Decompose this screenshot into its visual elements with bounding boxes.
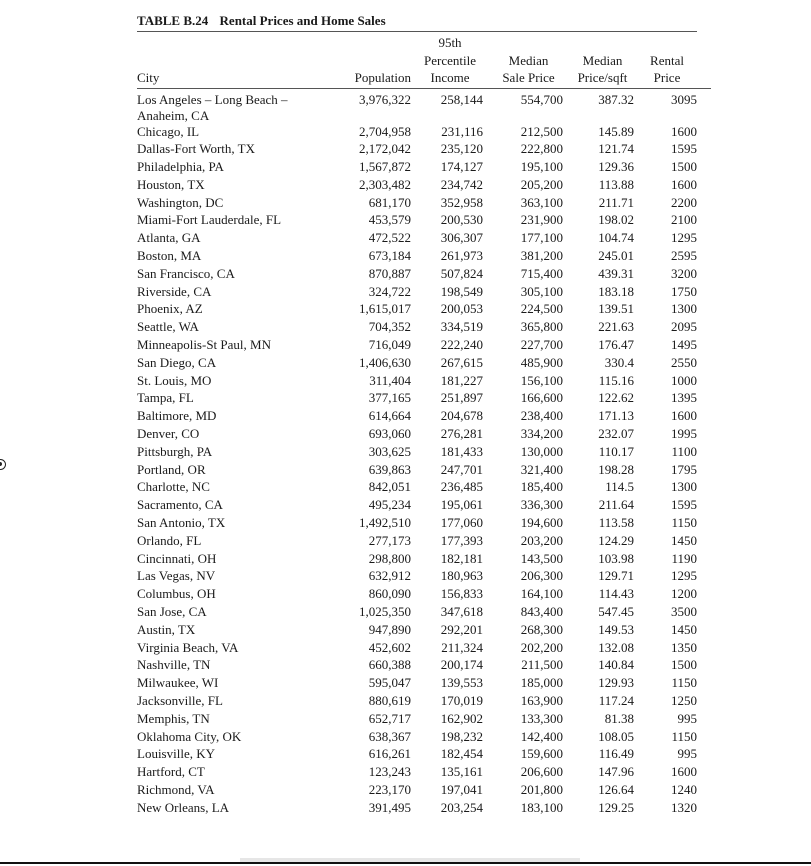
table-title: Rental Prices and Home Sales: [219, 13, 386, 28]
cell-sale-price: 159,600: [520, 746, 563, 762]
cell-income: 222,240: [440, 337, 483, 353]
cell-population: 652,717: [368, 710, 411, 726]
cell-income: 200,174: [440, 657, 483, 673]
cell-city: Riverside, CA: [137, 283, 212, 299]
cell-city: Nashville, TN: [137, 657, 211, 673]
cell-price-sqft: 126.64: [598, 781, 634, 797]
cell-city: Cincinnati, OH: [137, 550, 217, 566]
header-row: [137, 32, 711, 88]
cell-city: Las Vegas, NV: [137, 568, 216, 584]
cell-price-sqft: 108.05: [598, 728, 634, 744]
cell-income: 235,120: [440, 141, 483, 157]
cell-city: Portland, OR: [137, 461, 206, 477]
cell-rental-price: 1000: [671, 372, 697, 388]
table-row: [137, 124, 711, 142]
cell-income: 251,897: [440, 390, 483, 406]
cell-sale-price: 211,500: [521, 657, 563, 673]
rental-prices-table: [137, 32, 711, 818]
cell-price-sqft: 211.64: [598, 497, 634, 513]
cell-rental-price: 1750: [671, 283, 697, 299]
cell-income: 182,181: [440, 550, 483, 566]
cell-rental-price: 1190: [671, 550, 697, 566]
cell-price-sqft: 129.25: [598, 799, 634, 815]
cell-sale-price: 185,000: [520, 675, 563, 691]
cell-price-sqft: 104.74: [598, 230, 634, 246]
table-row: [137, 159, 711, 177]
cell-rental-price: 2095: [671, 319, 697, 335]
header-income: 95th Percentile Income: [411, 32, 489, 88]
cell-city: St. Louis, MO: [137, 372, 212, 388]
cell-sale-price: 231,900: [520, 212, 563, 228]
cell-income: 334,519: [440, 319, 483, 335]
table-row: [137, 408, 711, 426]
cell-sale-price: 843,400: [520, 604, 563, 620]
table-row: [137, 711, 711, 729]
cell-city: Denver, CO: [137, 426, 200, 442]
table-container: [137, 12, 697, 818]
cell-rental-price: 3095: [671, 91, 697, 107]
cell-price-sqft: 330.4: [604, 354, 634, 370]
cell-city: Tampa, FL: [137, 390, 194, 406]
cell-rental-price: 1250: [671, 693, 697, 708]
cell-income: 135,161: [440, 764, 483, 780]
cell-population: 660,388: [368, 657, 411, 673]
table-row: [137, 355, 711, 373]
cell-income: 195,061: [440, 497, 483, 513]
cell-city: Boston, MA: [137, 248, 202, 264]
cell-population: 639,863: [368, 461, 411, 477]
cell-price-sqft: 110.17: [598, 443, 634, 459]
cell-income: 200,530: [440, 212, 483, 228]
table-label: TABLE B.24: [137, 13, 209, 28]
cell-sale-price: 163,900: [520, 693, 563, 708]
table-row: [137, 764, 711, 782]
cell-sale-price: 321,400: [520, 461, 563, 477]
cell-city: Charlotte, NC: [137, 479, 210, 495]
cell-rental-price: 995: [677, 746, 697, 762]
cell-city: Pittsburgh, PA: [137, 443, 213, 459]
cell-income: 198,549: [440, 283, 483, 299]
cell-income: 306,307: [440, 230, 483, 246]
cell-city: Chicago, IL: [137, 123, 200, 139]
cell-price-sqft: 211.71: [598, 194, 634, 210]
cell-price-sqft: 547.45: [598, 604, 634, 620]
cell-rental-price: 1600: [671, 764, 697, 780]
cell-population: 277,173: [368, 532, 411, 548]
cell-population: 842,051: [368, 479, 411, 495]
table-row: [137, 586, 711, 604]
cell-price-sqft: 129.93: [598, 675, 634, 691]
cell-population: 123,243: [368, 764, 411, 780]
cell-city: Atlanta, GA: [137, 230, 201, 246]
cell-price-sqft: 81.38: [604, 710, 634, 726]
cell-sale-price: 203,200: [520, 532, 563, 548]
cell-sale-price: 185,400: [520, 479, 563, 495]
table-row: [137, 568, 711, 586]
cell-population: 453,579: [368, 212, 411, 228]
cell-city: Sacramento, CA: [137, 497, 223, 513]
cell-rental-price: 2595: [671, 248, 697, 264]
cell-city: Austin, TX: [137, 621, 196, 637]
cell-income: 174,127: [440, 159, 483, 175]
cell-sale-price: 554,700: [520, 91, 563, 107]
cell-rental-price: 1600: [671, 176, 697, 192]
cell-population: 614,664: [368, 408, 411, 424]
cell-rental-price: 3200: [671, 265, 697, 281]
cell-population: 1,406,630: [359, 354, 411, 370]
cell-population: 391,495: [368, 799, 411, 815]
cell-rental-price: 2100: [671, 212, 697, 228]
table-body: [137, 88, 711, 818]
cell-city: Baltimore, MD: [137, 408, 217, 424]
cell-sale-price: 224,500: [520, 301, 563, 317]
cell-price-sqft: 183.18: [598, 283, 634, 299]
cell-city: Los Angeles – Long Beach – Anaheim, CA: [137, 91, 288, 123]
cell-population: 452,602: [368, 639, 411, 655]
cell-income: 234,742: [440, 176, 483, 192]
cell-sale-price: 194,600: [520, 515, 563, 531]
cell-rental-price: 995: [677, 710, 697, 726]
cell-income: 182,454: [440, 746, 483, 762]
table-row: [137, 551, 711, 569]
table-row: [137, 675, 711, 693]
cell-price-sqft: 198.02: [598, 212, 634, 228]
cell-population: 3,976,322: [359, 91, 411, 107]
cell-income: 507,824: [440, 265, 483, 281]
cell-income: 139,553: [440, 675, 483, 691]
cell-income: 162,902: [440, 710, 483, 726]
cell-city: Virginia Beach, VA: [137, 639, 239, 655]
cell-rental-price: 1350: [671, 639, 697, 655]
cell-price-sqft: 147.96: [598, 764, 634, 780]
cell-price-sqft: 113.58: [598, 515, 634, 531]
cell-population: 716,049: [368, 337, 411, 353]
cell-rental-price: 1495: [671, 337, 697, 353]
cell-rental-price: 1395: [671, 390, 697, 406]
cell-rental-price: 1150: [671, 728, 697, 744]
table-row: [137, 373, 711, 391]
cell-population: 880,619: [368, 693, 411, 708]
cell-city: New Orleans, LA: [137, 799, 230, 815]
page-marker-icon: [0, 459, 6, 470]
header-sale-price: Median Sale Price: [489, 32, 568, 88]
cell-rental-price: 1320: [671, 799, 697, 815]
cell-price-sqft: 113.88: [598, 176, 634, 192]
cell-income: 292,201: [440, 621, 483, 637]
cell-sale-price: 143,500: [520, 550, 563, 566]
table-row: [137, 301, 711, 319]
cell-rental-price: 1995: [671, 426, 697, 442]
cell-rental-price: 1795: [671, 461, 697, 477]
cell-rental-price: 1240: [671, 781, 697, 797]
cell-price-sqft: 129.71: [598, 568, 634, 584]
cell-population: 311,404: [369, 372, 411, 388]
table-row: [137, 390, 711, 408]
cell-sale-price: 238,400: [520, 408, 563, 424]
cell-sale-price: 183,100: [520, 799, 563, 815]
cell-sale-price: 268,300: [520, 621, 563, 637]
cell-rental-price: 1595: [671, 141, 697, 157]
table-row: [137, 230, 711, 248]
cell-sale-price: 195,100: [520, 159, 563, 175]
cell-population: 223,170: [368, 781, 411, 797]
cell-rental-price: 1600: [671, 408, 697, 424]
table-row: [137, 693, 711, 711]
cell-income: 203,254: [440, 799, 483, 815]
cell-population: 681,170: [368, 194, 411, 210]
table-row: [137, 284, 711, 302]
cell-population: 324,722: [368, 283, 411, 299]
cell-price-sqft: 132.08: [598, 639, 634, 655]
table-row: [137, 782, 711, 800]
cell-city: Washington, DC: [137, 194, 224, 210]
cell-price-sqft: 121.74: [598, 141, 634, 157]
table-row: [137, 177, 711, 195]
cell-sale-price: 205,200: [520, 176, 563, 192]
table-row: [137, 746, 711, 764]
cell-sale-price: 164,100: [520, 586, 563, 602]
cell-sale-price: 206,600: [520, 764, 563, 780]
cell-rental-price: 1450: [671, 532, 697, 548]
cell-city: Jacksonville, FL: [137, 693, 223, 708]
cell-sale-price: 202,200: [520, 639, 563, 655]
cell-sale-price: 130,000: [520, 443, 563, 459]
cell-price-sqft: 114.43: [598, 586, 634, 602]
cell-population: 616,261: [368, 746, 411, 762]
cell-city: Miami-Fort Lauderdale, FL: [137, 212, 282, 228]
cell-rental-price: 1295: [671, 230, 697, 246]
table-row: [137, 319, 711, 337]
cell-rental-price: 2550: [671, 354, 697, 370]
cell-income: 211,324: [441, 639, 483, 655]
cell-income: 247,701: [440, 461, 483, 477]
cell-rental-price: 1150: [671, 515, 697, 531]
cell-population: 495,234: [368, 497, 411, 513]
cell-price-sqft: 149.53: [598, 621, 634, 637]
bottom-rule: [0, 862, 811, 864]
cell-population: 1,492,510: [359, 515, 411, 531]
table-row: [137, 266, 711, 284]
table-row: [137, 444, 711, 462]
cell-city: San Antonio, TX: [137, 515, 226, 531]
cell-sale-price: 305,100: [520, 283, 563, 299]
cell-city: Milwaukee, WI: [137, 675, 219, 691]
cell-city: San Francisco, CA: [137, 265, 235, 281]
cell-income: 181,433: [440, 443, 483, 459]
cell-rental-price: 1150: [671, 675, 697, 691]
cell-price-sqft: 139.51: [598, 301, 634, 317]
cell-rental-price: 1500: [671, 159, 697, 175]
cell-sale-price: 715,400: [520, 265, 563, 281]
cell-price-sqft: 145.89: [598, 123, 634, 139]
cell-population: 472,522: [368, 230, 411, 246]
table-caption: [137, 12, 697, 31]
cell-city: Louisville, KY: [137, 746, 215, 762]
cell-income: 177,060: [440, 515, 483, 531]
cell-city: Oklahoma City, OK: [137, 728, 242, 744]
table-row: [137, 88, 711, 124]
cell-population: 1,615,017: [359, 301, 411, 317]
cell-sale-price: 177,100: [520, 230, 563, 246]
cell-population: 2,303,482: [359, 176, 411, 192]
cell-population: 595,047: [368, 675, 411, 691]
table-row: [137, 497, 711, 515]
cell-income: 180,963: [440, 568, 483, 584]
cell-population: 704,352: [368, 319, 411, 335]
cell-city: Dallas-Fort Worth, TX: [137, 141, 255, 157]
cell-city: Richmond, VA: [137, 781, 215, 797]
cell-income: 347,618: [440, 604, 483, 620]
cell-income: 170,019: [440, 693, 483, 708]
header-city: City: [137, 32, 335, 88]
cell-sale-price: 212,500: [520, 123, 563, 139]
header-population: Population: [335, 32, 411, 88]
cell-rental-price: 1500: [671, 657, 697, 673]
cell-city: Minneapolis-St Paul, MN: [137, 337, 271, 353]
cell-price-sqft: 387.32: [598, 91, 634, 107]
table-row: [137, 195, 711, 213]
header-rental-price: Rental Price: [637, 32, 711, 88]
cell-income: 267,615: [440, 354, 483, 370]
cell-rental-price: 3500: [671, 604, 697, 620]
table-row: [137, 426, 711, 444]
cell-income: 198,232: [440, 728, 483, 744]
cell-price-sqft: 232.07: [598, 426, 634, 442]
cell-price-sqft: 122.62: [598, 390, 634, 406]
cell-population: 693,060: [368, 426, 411, 442]
table-row: [137, 533, 711, 551]
cell-price-sqft: 103.98: [598, 550, 634, 566]
cell-sale-price: 336,300: [520, 497, 563, 513]
table-row: [137, 515, 711, 533]
cell-sale-price: 133,300: [520, 710, 563, 726]
cell-rental-price: 1595: [671, 497, 697, 513]
cell-income: 236,485: [440, 479, 483, 495]
cell-sale-price: 381,200: [520, 248, 563, 264]
cell-sale-price: 156,100: [520, 372, 563, 388]
cell-rental-price: 1295: [671, 568, 697, 584]
cell-income: 181,227: [440, 372, 483, 388]
cell-price-sqft: 140.84: [598, 657, 634, 673]
cell-income: 200,053: [440, 301, 483, 317]
cell-price-sqft: 439.31: [598, 265, 634, 281]
cell-price-sqft: 114.5: [605, 479, 634, 495]
cell-rental-price: 1100: [671, 443, 697, 459]
cell-income: 276,281: [440, 426, 483, 442]
cell-income: 177,393: [440, 532, 483, 548]
cell-price-sqft: 117.24: [598, 693, 634, 708]
cell-city: Memphis, TN: [137, 710, 210, 726]
cell-rental-price: 1300: [671, 479, 697, 495]
cell-population: 638,367: [368, 728, 411, 744]
table-row: [137, 657, 711, 675]
cell-income: 204,678: [440, 408, 483, 424]
table-row: [137, 212, 711, 230]
cell-population: 870,887: [368, 265, 411, 281]
cell-population: 303,625: [368, 443, 411, 459]
table-row: [137, 729, 711, 747]
header-price-sqft: Median Price/sqft: [568, 32, 637, 88]
table-row: [137, 462, 711, 480]
cell-price-sqft: 198.28: [598, 461, 634, 477]
cell-city: Hartford, CT: [137, 764, 205, 780]
cell-price-sqft: 221.63: [598, 319, 634, 335]
cell-sale-price: 334,200: [520, 426, 563, 442]
cell-income: 352,958: [440, 194, 483, 210]
cell-price-sqft: 129.36: [598, 159, 634, 175]
cell-sale-price: 363,100: [520, 194, 563, 210]
table-row: [137, 622, 711, 640]
cell-population: 632,912: [368, 568, 411, 584]
cell-population: 2,704,958: [359, 123, 411, 139]
cell-income: 197,041: [440, 781, 483, 797]
cell-sale-price: 365,800: [520, 319, 563, 335]
cell-city: Houston, TX: [137, 176, 205, 192]
cell-population: 377,165: [368, 390, 411, 406]
cell-population: 1,025,350: [359, 604, 411, 620]
cell-income: 261,973: [440, 248, 483, 264]
cell-population: 2,172,042: [359, 141, 411, 157]
cell-city: Columbus, OH: [137, 586, 216, 602]
cell-price-sqft: 124.29: [598, 532, 634, 548]
cell-income: 231,116: [441, 123, 483, 139]
cell-income: 258,144: [440, 91, 483, 107]
cell-rental-price: 1300: [671, 301, 697, 317]
cell-sale-price: 142,400: [520, 728, 563, 744]
table-row: [137, 640, 711, 658]
cell-population: 860,090: [368, 586, 411, 602]
cell-rental-price: 1450: [671, 621, 697, 637]
cell-city: Philadelphia, PA: [137, 159, 224, 175]
cell-city: San Diego, CA: [137, 354, 217, 370]
cell-population: 947,890: [368, 621, 411, 637]
cell-sale-price: 166,600: [520, 390, 563, 406]
cell-income: 156,833: [440, 586, 483, 602]
cell-population: 673,184: [368, 248, 411, 264]
table-row: [137, 479, 711, 497]
cell-price-sqft: 245.01: [598, 248, 634, 264]
table-row: [137, 248, 711, 266]
cell-population: 298,800: [368, 550, 411, 566]
cell-sale-price: 206,300: [520, 568, 563, 584]
cell-sale-price: 485,900: [520, 354, 563, 370]
cell-price-sqft: 116.49: [598, 746, 634, 762]
cell-rental-price: 2200: [671, 194, 697, 210]
cell-sale-price: 222,800: [520, 141, 563, 157]
cell-price-sqft: 176.47: [598, 337, 634, 353]
cell-city: Orlando, FL: [137, 532, 202, 548]
cell-rental-price: 1200: [671, 586, 697, 602]
cell-city: Seattle, WA: [137, 319, 199, 335]
cell-city: Phoenix, AZ: [137, 301, 203, 317]
table-row: [137, 141, 711, 159]
cell-sale-price: 227,700: [520, 337, 563, 353]
cell-price-sqft: 115.16: [598, 372, 634, 388]
table-row: [137, 800, 711, 818]
cell-population: 1,567,872: [359, 159, 411, 175]
cell-price-sqft: 171.13: [598, 408, 634, 424]
cell-rental-price: 1600: [671, 123, 697, 139]
cell-city: San Jose, CA: [137, 604, 207, 620]
table-row: [137, 604, 711, 622]
cell-sale-price: 201,800: [520, 781, 563, 797]
table-row: [137, 337, 711, 355]
